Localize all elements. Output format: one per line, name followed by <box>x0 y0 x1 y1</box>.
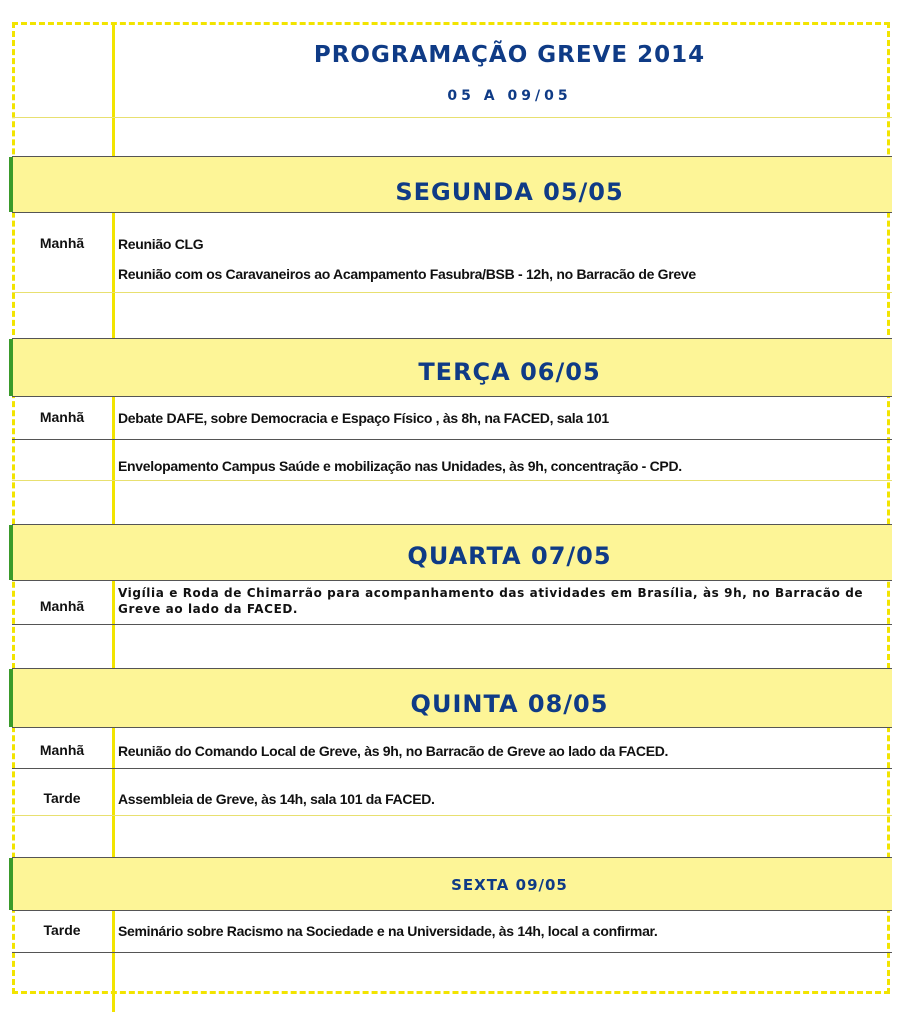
divider <box>12 624 892 625</box>
day-label-sexta: SEXTA 09/05 <box>451 876 568 894</box>
period-label: Tarde <box>43 922 81 938</box>
activity-text: Envelopamento Campus Saúde e mobilização nas Unidades, às 9h, concentração - CPD. <box>118 458 682 474</box>
page-subtitle: 05 A 09/05 <box>447 88 572 104</box>
divider <box>12 117 892 118</box>
divider <box>12 815 892 816</box>
period-label: Manhã <box>39 742 85 758</box>
day-label-quinta: QUINTA 08/05 <box>410 690 609 718</box>
activity-text: Debate DAFE, sobre Democracia e Espaço Físico , às 8h, na FACED, sala 101 <box>118 410 609 426</box>
activity-text: Assembleia de Greve, às 14h, sala 101 da FACED. <box>118 791 435 807</box>
day-label-segunda: SEGUNDA 05/05 <box>395 178 624 206</box>
divider <box>12 952 892 953</box>
period-label: Tarde <box>43 790 81 806</box>
divider <box>12 439 892 440</box>
divider <box>12 292 892 293</box>
period-label: Manhã <box>39 235 85 251</box>
activity-text: Reunião com os Caravaneiros ao Acampamento Fasubra/BSB - 12h, no Barracão de Greve <box>118 266 696 282</box>
page-title: PROGRAMAÇÃO GREVE 2014 <box>313 42 706 68</box>
activity-text: Reunião CLG <box>118 236 204 252</box>
divider <box>12 768 892 769</box>
day-label-quarta: QUARTA 07/05 <box>407 542 612 570</box>
activity-text: Seminário sobre Racismo na Sociedade e na Universidade, às 14h, local a confirmar. <box>118 923 658 939</box>
activity-text: Reunião do Comando Local de Greve, às 9h, no Barracão de Greve ao lado da FACED. <box>118 743 669 759</box>
period-label: Manhã <box>39 598 85 614</box>
activity-text: Vigília e Roda de Chimarrão para acompanhamento das atividades em Brasília, às 9h, no Barracão de Greve ao lado da FACED. <box>118 586 864 616</box>
day-label-terca: TERÇA 06/05 <box>418 358 601 386</box>
period-label: Manhã <box>39 409 85 425</box>
divider <box>12 480 892 481</box>
